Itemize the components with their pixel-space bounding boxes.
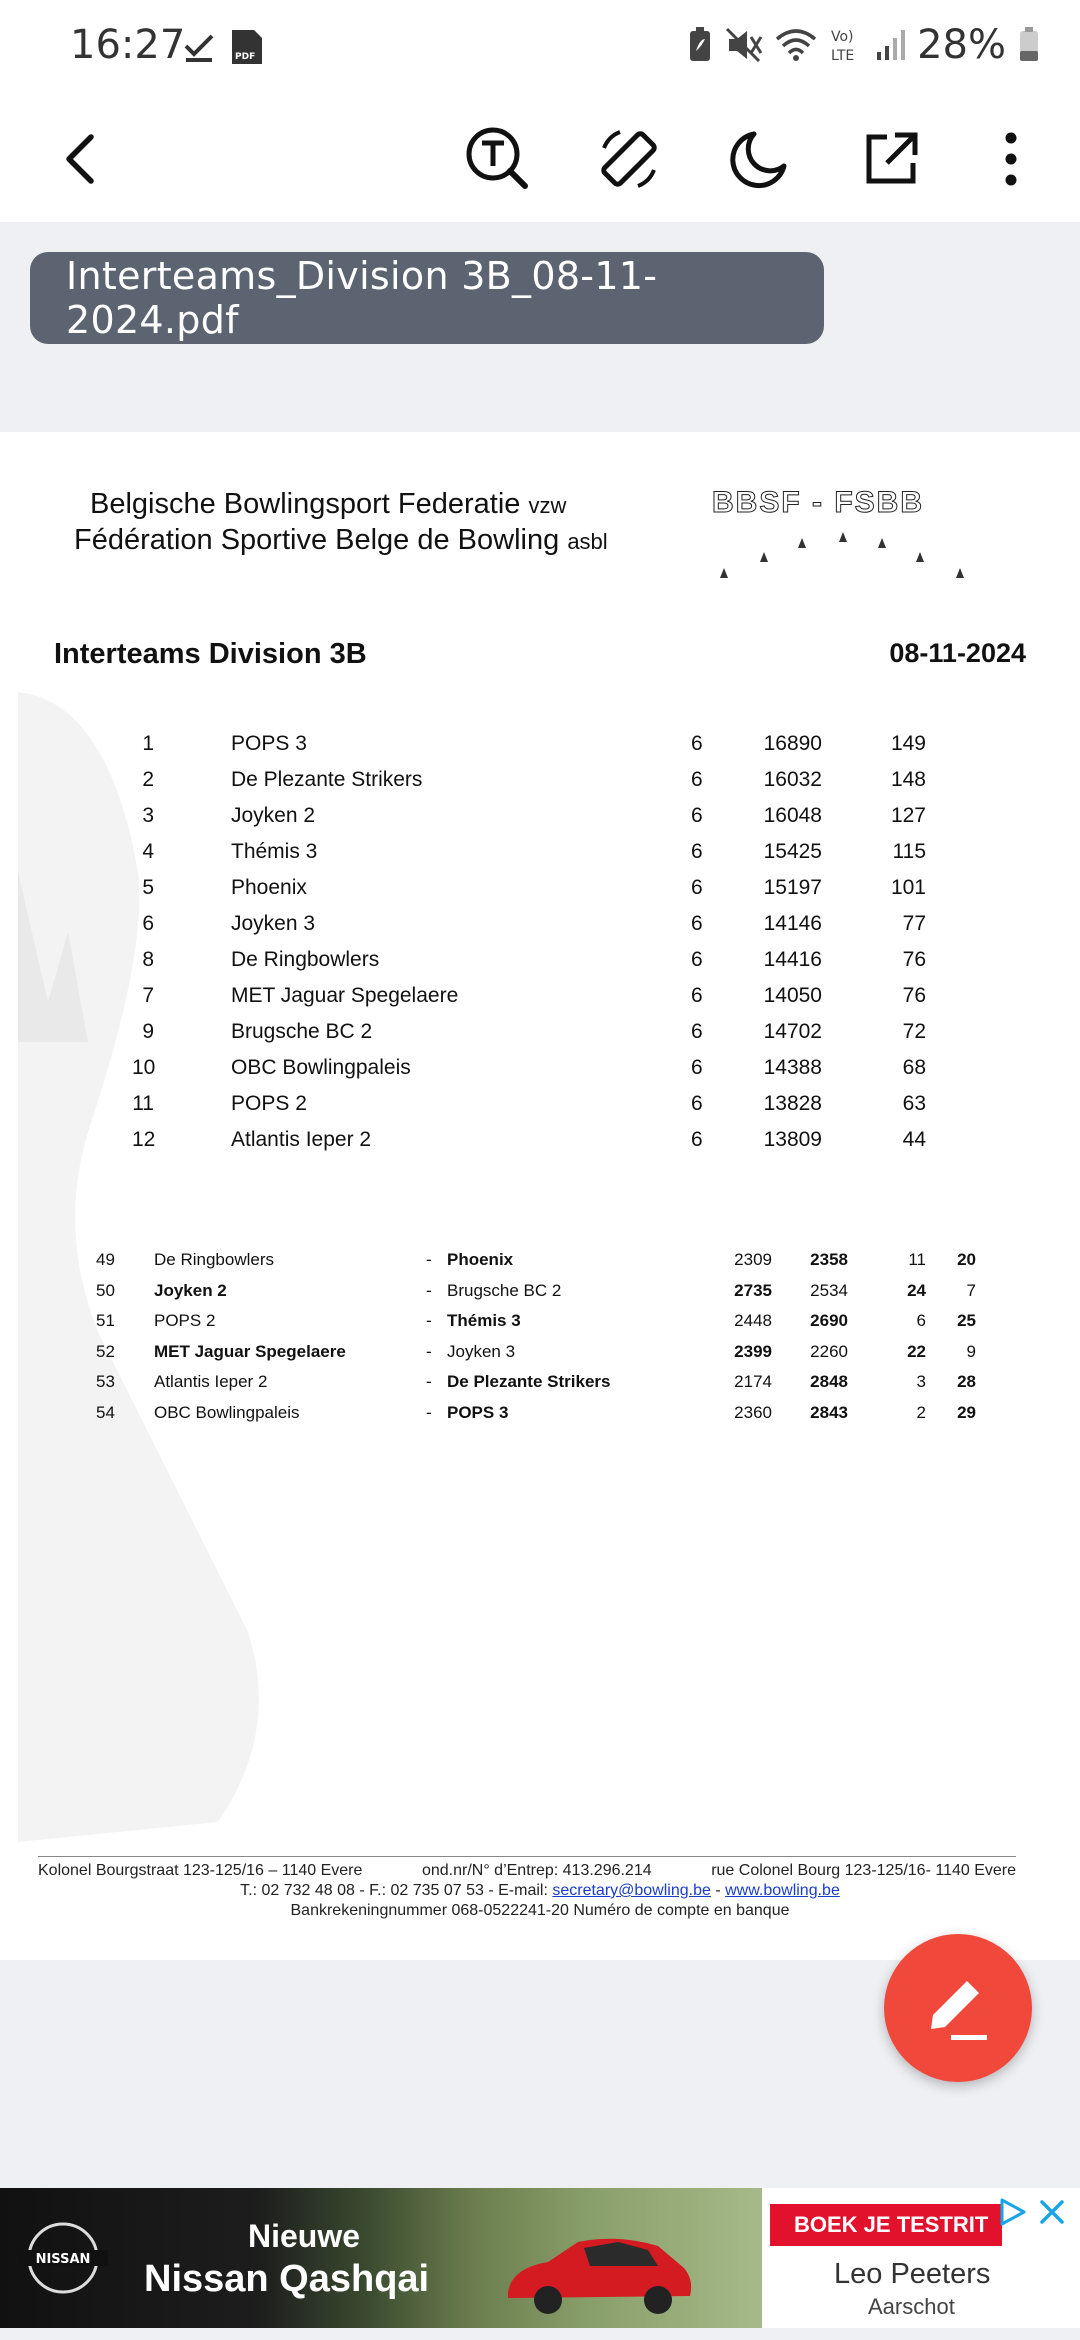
- standing-pins: 15197: [763, 876, 822, 899]
- bowling-pins-logo-icon: [712, 524, 982, 584]
- match-home-score: 2399: [734, 1341, 772, 1361]
- footer-link-separator: -: [710, 1882, 726, 1899]
- standing-rank: 6: [142, 912, 154, 935]
- standing-rank: 1: [142, 732, 154, 755]
- standing-pins: 16048: [763, 804, 822, 827]
- standing-rank: 4: [142, 840, 154, 863]
- match-separator: -: [426, 1250, 432, 1269]
- footer-contact-row: [0, 1882, 1080, 1900]
- ad-dealer-city: Aarschot: [868, 2294, 955, 2319]
- ad-brand-text: NISSAN: [35, 2252, 91, 2267]
- standings-row: [0, 732, 1080, 768]
- match-away-points: 29: [957, 1402, 976, 1422]
- standings-row: [0, 948, 1080, 984]
- standing-rank: 8: [142, 948, 154, 971]
- standing-played: 6: [691, 948, 703, 971]
- file-name-chip: Interteams_Division 3B_08-11-2024.pdf: [30, 252, 824, 344]
- battery-icon: [1018, 27, 1040, 63]
- status-bar: [0, 0, 1080, 96]
- standing-played: 6: [691, 732, 703, 755]
- standing-played: 6: [691, 1128, 703, 1151]
- standing-rank: 7: [142, 984, 154, 1007]
- footer-bank: Bankrekeningnummer 068-0522241-20 Numéro de compte en banque: [290, 1902, 790, 1919]
- standing-team: Phoenix: [231, 876, 307, 899]
- standing-played: 6: [691, 840, 703, 863]
- check-download-icon: [182, 30, 216, 64]
- status-time: 16:27: [70, 22, 186, 68]
- match-row: [0, 1250, 1080, 1281]
- standing-pins: 13809: [763, 1128, 822, 1151]
- standings-row: [0, 804, 1080, 840]
- match-number: 54: [96, 1402, 115, 1422]
- match-away-team: De Plezante Strikers: [447, 1372, 611, 1392]
- match-home-score: 2735: [734, 1280, 772, 1300]
- standing-pins: 14050: [763, 984, 822, 1007]
- standing-played: 6: [691, 1056, 703, 1079]
- standing-points: 44: [902, 1128, 926, 1151]
- standing-points: 76: [902, 948, 926, 971]
- pdf-icon: [230, 28, 264, 66]
- status-left-icons: [182, 28, 264, 66]
- org-name-fr-suffix: asbl: [567, 529, 608, 554]
- standing-team: De Ringbowlers: [231, 948, 380, 971]
- match-away-score: 2358: [810, 1250, 848, 1269]
- standings-row: [0, 768, 1080, 804]
- footer-phone: T.: 02 732 48 08 - F.: 02 735 07 53 - E-mail:: [240, 1882, 553, 1899]
- match-away-points: 28: [957, 1372, 976, 1392]
- signal-icon: [875, 28, 905, 62]
- text-search-icon: [465, 126, 531, 192]
- ad-line2: Nissan Qashqai: [144, 2258, 430, 2300]
- match-away-score: 2848: [810, 1372, 848, 1392]
- adchoices-icon[interactable]: [996, 2196, 1028, 2228]
- standings-row: [0, 840, 1080, 876]
- standing-played: 6: [691, 1020, 703, 1043]
- match-number: 53: [96, 1372, 115, 1392]
- more-icon: [1004, 132, 1018, 186]
- back-button[interactable]: [38, 116, 124, 202]
- ad-dealer-name: Leo Peeters: [834, 2258, 991, 2290]
- standing-rank: 2: [142, 768, 154, 791]
- match-away-team: Thémis 3: [447, 1311, 521, 1331]
- match-home-score: 2448: [734, 1311, 772, 1331]
- match-number: 49: [96, 1250, 115, 1269]
- match-separator: -: [426, 1341, 432, 1361]
- standing-points: 101: [890, 876, 926, 899]
- nissan-logo-icon: [18, 2218, 108, 2298]
- edit-pencil-icon: [921, 1971, 995, 2045]
- standing-pins: 16890: [763, 732, 822, 755]
- match-home-score: 2174: [734, 1372, 772, 1392]
- match-home-points: 3: [916, 1372, 926, 1392]
- match-home-points: 22: [907, 1341, 926, 1361]
- pdf-page[interactable]: [0, 432, 1080, 1960]
- night-mode-button[interactable]: [716, 116, 802, 202]
- match-away-score: 2260: [810, 1341, 848, 1361]
- standing-points: 63: [902, 1092, 926, 1115]
- standing-team: POPS 3: [231, 732, 307, 755]
- share-button[interactable]: [848, 116, 934, 202]
- match-away-points: 25: [957, 1311, 976, 1331]
- match-results-table: [0, 1250, 1080, 1434]
- standing-team: Brugsche BC 2: [231, 1020, 373, 1043]
- match-number: 52: [96, 1341, 115, 1361]
- car-image-icon: [498, 2228, 698, 2318]
- match-home-points: 6: [916, 1311, 926, 1331]
- match-separator: -: [426, 1372, 432, 1392]
- match-number: 51: [96, 1311, 115, 1331]
- standing-team: MET Jaguar Spegelaere: [231, 984, 459, 1007]
- match-away-score: 2843: [810, 1402, 848, 1422]
- standing-team: POPS 2: [231, 1092, 307, 1115]
- footer-email-link[interactable]: secretary@bowling.be: [552, 1882, 711, 1899]
- standing-points: 77: [902, 912, 926, 935]
- standing-played: 6: [691, 912, 703, 935]
- footer-address-row: [38, 1862, 1016, 1880]
- match-away-score: 2534: [810, 1280, 848, 1300]
- footer-divider: [38, 1856, 1016, 1857]
- share-icon: [861, 129, 921, 189]
- standing-team: Atlantis Ieper 2: [231, 1128, 372, 1151]
- standings-row: [0, 984, 1080, 1020]
- match-separator: -: [426, 1402, 432, 1422]
- division-title: Interteams Division 3B: [54, 638, 367, 670]
- standing-points: 148: [890, 768, 926, 791]
- svg-text:LTE: LTE: [831, 48, 855, 64]
- match-home-points: 2: [916, 1402, 926, 1422]
- federation-logo-text: BBSF - FSBB: [712, 486, 924, 519]
- standing-rank: 9: [142, 1020, 154, 1043]
- text-search-button[interactable]: [455, 116, 541, 202]
- match-home-score: 2360: [734, 1402, 772, 1422]
- standing-points: 76: [902, 984, 926, 1007]
- pdf-viewer-toolbar: [0, 96, 1080, 222]
- svg-text:PDF: PDF: [235, 52, 256, 62]
- match-row: [0, 1281, 1080, 1312]
- footer-company-nr: ond.nr/N° d’Entrep: 413.296.214: [421, 1862, 652, 1879]
- standing-team: Thémis 3: [231, 840, 318, 863]
- org-name-nl: [90, 488, 566, 521]
- standings-row: [0, 1092, 1080, 1128]
- match-home-team: Atlantis Ieper 2: [154, 1372, 268, 1392]
- standing-points: 115: [892, 840, 926, 863]
- match-home-score: 2309: [734, 1250, 772, 1269]
- standing-pins: 15425: [763, 840, 822, 863]
- standing-rank: 3: [142, 804, 154, 827]
- match-separator: -: [426, 1311, 432, 1331]
- standing-played: 6: [691, 876, 703, 899]
- ad-cta-button[interactable]: BOEK JE TESTRIT: [770, 2204, 1002, 2246]
- standing-played: 6: [691, 768, 703, 791]
- wifi-icon: [775, 27, 817, 63]
- standing-pins: 16032: [763, 768, 822, 791]
- standing-rank: 11: [132, 1092, 154, 1115]
- match-row: [0, 1372, 1080, 1403]
- more-options-button[interactable]: [968, 116, 1054, 202]
- match-home-team: De Ringbowlers: [154, 1250, 274, 1269]
- match-separator: -: [426, 1280, 432, 1300]
- match-home-team: OBC Bowlingpaleis: [154, 1402, 300, 1422]
- standing-points: 72: [902, 1020, 926, 1043]
- match-away-score: 2690: [810, 1311, 848, 1331]
- match-row: [0, 1342, 1080, 1373]
- standing-team: OBC Bowlingpaleis: [231, 1056, 411, 1079]
- match-home-team: Joyken 2: [154, 1280, 227, 1300]
- match-row: [0, 1403, 1080, 1434]
- ad-line1: Nieuwe: [248, 2218, 361, 2254]
- mute-icon: [725, 27, 763, 63]
- svg-text:Vo): Vo): [831, 29, 854, 45]
- match-home-points: 11: [908, 1250, 926, 1269]
- match-away-team: Phoenix: [447, 1250, 514, 1269]
- standings-row: [0, 912, 1080, 948]
- standing-points: 127: [890, 804, 926, 827]
- standings-table: [0, 732, 1080, 1164]
- volte-icon: [829, 26, 863, 64]
- match-away-points: 7: [966, 1280, 976, 1300]
- standings-row: [0, 1020, 1080, 1056]
- division-date: 08-11-2024: [889, 638, 1026, 668]
- standings-row: [0, 1056, 1080, 1092]
- status-right-icons: [687, 22, 1040, 68]
- footer-address-fr: rue Colonel Bourg 123-125/16- 1140 Evere: [711, 1862, 1016, 1879]
- standings-row: [0, 1128, 1080, 1164]
- footer-website-link[interactable]: www.bowling.be: [725, 1882, 840, 1899]
- standing-pins: 14416: [763, 948, 822, 971]
- match-number: 50: [96, 1280, 115, 1300]
- ad-close-icon[interactable]: [1036, 2196, 1068, 2228]
- org-name-fr-text: Fédération Sportive Belge de Bowling: [74, 524, 560, 556]
- standing-played: 6: [691, 984, 703, 1007]
- standing-pins: 13828: [763, 1092, 822, 1115]
- match-row: [0, 1311, 1080, 1342]
- standing-points: 68: [902, 1056, 926, 1079]
- standing-rank: 12: [132, 1128, 156, 1151]
- standings-row: [0, 876, 1080, 912]
- match-home-points: 24: [907, 1280, 926, 1300]
- match-away-points: 9: [966, 1341, 976, 1361]
- match-home-team: POPS 2: [154, 1311, 216, 1331]
- standing-rank: 10: [132, 1056, 156, 1079]
- standing-rank: 5: [142, 876, 154, 899]
- back-icon: [59, 133, 103, 185]
- ad-dealer-panel[interactable]: [768, 2188, 1080, 2328]
- match-home-team: MET Jaguar Spegelaere: [154, 1341, 346, 1361]
- match-away-team: Brugsche BC 2: [447, 1280, 562, 1300]
- battery-percent: 28%: [917, 22, 1006, 68]
- standing-points: 149: [890, 732, 926, 755]
- standing-pins: 14388: [763, 1056, 822, 1079]
- night-mode-icon: [728, 128, 790, 190]
- ad-banner[interactable]: [0, 2188, 1080, 2328]
- match-away-points: 20: [957, 1250, 976, 1269]
- match-away-team: Joyken 3: [447, 1341, 516, 1361]
- battery-saver-icon: [687, 27, 713, 63]
- standing-played: 6: [691, 804, 703, 827]
- standing-team: Joyken 2: [231, 804, 316, 827]
- standing-team: Joyken 3: [231, 912, 316, 935]
- org-name-fr: [74, 524, 608, 557]
- edit-fab-button[interactable]: [884, 1934, 1032, 2082]
- standing-team: De Plezante Strikers: [231, 768, 423, 791]
- ad-creative[interactable]: [0, 2188, 762, 2328]
- footer-address-nl: Kolonel Bourgstraat 123-125/16 – 1140 Evere: [38, 1862, 363, 1879]
- standing-pins: 14702: [763, 1020, 822, 1043]
- standing-played: 6: [691, 1092, 703, 1115]
- rotate-button[interactable]: [586, 116, 672, 202]
- standing-pins: 14146: [763, 912, 822, 935]
- match-away-team: POPS 3: [447, 1402, 509, 1422]
- rotate-icon: [596, 126, 662, 192]
- org-name-nl-suffix: vzw: [528, 493, 567, 518]
- org-name-nl-text: Belgische Bowlingsport Federatie: [90, 488, 521, 520]
